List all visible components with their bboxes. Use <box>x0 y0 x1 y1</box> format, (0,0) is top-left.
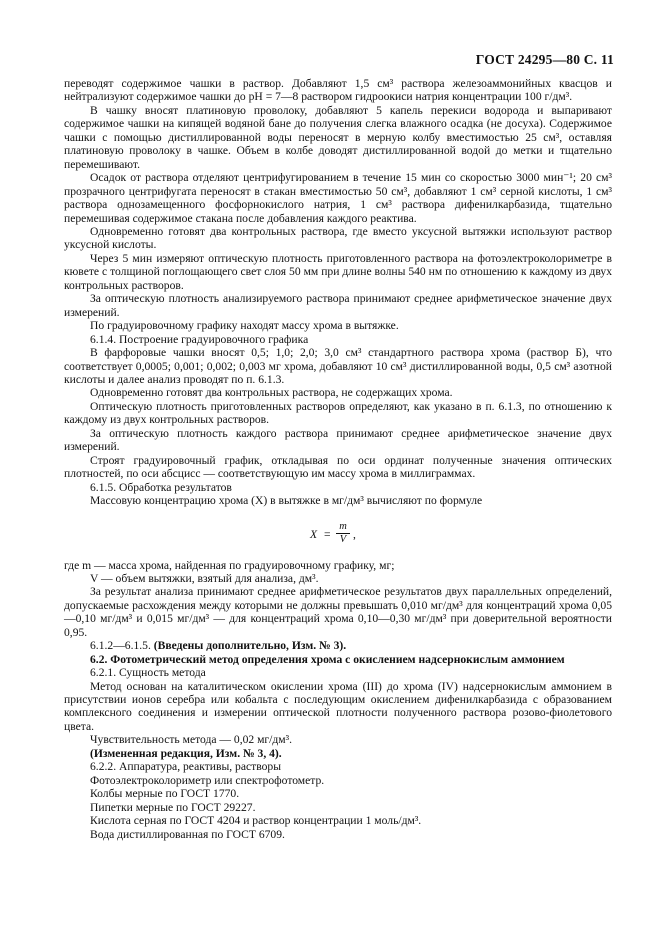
paragraph: В чашку вносят платиновую проволоку, добавляют 5 капель перекиси водорода и выпаривают содержимое чашки на кипящей водяной бане до получения слегка влажного осадка (не досуха). Содержимое чашки с помощью дистиллированной воды переносят в мерную колбу вместимостью 25 см³, оставляя платиновую проволоку в чашке. Объем в колбе доводят дистиллированной водой до метки и тщательно перемешивают. <box>64 103 612 171</box>
paragraph: Оптическую плотность приготовленных растворов определяют, как указано в п. 6.1.3, по отношению к каждому из двух контрольных растворов. <box>64 399 612 427</box>
paragraph: Осадок от раствора отделяют центрифугированием в течение 15 мин со скоростью 3000 мин⁻¹; 20 см³ прозрачного центрифугата переносят в стакан вместимостью 50 см³, добавляют 1 см³ серной кислоты, 1 см³ раствора однозамещенного фосфорнокислого натрия, 1 см³ раствора дифенилкарбазида, тщательно перемешивая содержимое стакана после добавления каждого реактива. <box>64 171 612 225</box>
section-heading: 6.1.5. Обработка результатов <box>90 480 232 494</box>
paragraph: За оптическую плотность каждого раствора принимают среднее арифметическое значение двух измерений. <box>64 426 612 454</box>
amendment-note: (Измененная редакция, Изм. № 3, 4). <box>90 746 282 760</box>
paragraph: Одновременно готовят два контрольных раствора, где вместо уксусной вытяжки используют раствор уксусной кислоты. <box>64 224 612 252</box>
paragraph: За оптическую плотность анализируемого раствора принимают среднее арифметическое значение двух измерений. <box>64 292 612 319</box>
list-item: Вода дистиллированная по ГОСТ 6709. <box>90 827 285 841</box>
amendment-ref: 6.1.2—6.1.5. <box>90 639 154 653</box>
paragraph: Чувствительность метода — 0,02 мг/дм³. <box>90 733 293 747</box>
formula-legend: V — объем вытяжки, взятый для анализа, дм³. <box>90 571 319 585</box>
list-item: Фотоэлектроколориметр или спектрофотометр. <box>90 773 325 787</box>
paragraph: По градуировочному графику находят массу хрома в вытяжке. <box>90 319 399 333</box>
section-heading: 6.1.4. Построение градуировочного графика <box>90 332 309 346</box>
formula-comma: , <box>353 527 356 541</box>
document-body <box>64 77 612 841</box>
section-heading: 6.2.2. Аппаратура, реактивы, растворы <box>90 760 281 774</box>
formula-lhs: X <box>310 527 318 541</box>
paragraph: Одновременно готовят два контрольных раствора, не содержащих хрома. <box>90 386 453 400</box>
paragraph: За результат анализа принимают среднее арифметическое результатов двух параллельных определений, допускаемые расхождения между которыми не должны превышать 0,010 мг/дм³ для концентраций хрома 0,05—0,10 мг/дм³ и 0,015 мг/дм³ — для концентраций хрома 0,10—0,30 мг/дм³ при доверительной вероятности 0,95. <box>64 585 612 639</box>
formula-fraction <box>336 521 350 546</box>
page-header: ГОСТ 24295—80 С. 11 <box>475 52 614 67</box>
amendment-text: (Введены дополнительно, Изм. № 3). <box>153 639 347 653</box>
amendment-note <box>64 639 612 652</box>
paragraph: Метод основан на каталитическом окислении хрома (III) до хрома (IV) надсернокислым аммонием в присутствии ионов серебра или кобальта с последующим окислением дифенилкарбазида с образованием комплексного соединения и измерении оптической плотности полученного раствора розово-фиолетового цвета. <box>64 679 612 733</box>
section-heading: 6.2.1. Сущность метода <box>90 666 206 680</box>
formula-numerator: m <box>336 521 350 534</box>
paragraph: Строят градуировочный график, откладывая по оси ординат полученные значения оптических плотностей, по оси абсцисс — соответствующую им массу хрома в миллиграммах. <box>64 453 612 481</box>
paragraph: переводят содержимое чашки в раствор. Добавляют 1,5 см³ раствора железоаммонийных квасцов и нейтрализуют содержимое чашки до pH = 7—8 раствором гидроокиси натрия концентрации 100 г/дм³. <box>64 77 612 104</box>
formula-legend: где m — масса хрома, найденная по градуировочному графику, мг; <box>64 558 395 572</box>
formula-denominator: V <box>339 533 347 545</box>
paragraph: Через 5 мин измеряют оптическую плотность приготовленного раствора на фотоэлектроколориметре в кювете с толщиной поглощающего свет слоя 50 мм при длине волны 540 нм по отношению к каждому из двух контрольных растворов. <box>64 251 612 292</box>
formula-equals: = <box>324 527 331 541</box>
list-item: Колбы мерные по ГОСТ 1770. <box>90 787 240 801</box>
paragraph: В фарфоровые чашки вносят 0,5; 1,0; 2,0; 3,0 см³ стандартного раствора хрома (раствор Б), что соответствует 0,0005; 0,001; 0,002; 0,003 мг хрома, добавляют 10 см³ дистиллированной воды, 0,5 см³ азотной кислоты и далее анализ проводят по п. 6.1.3. <box>64 346 612 386</box>
formula <box>64 521 612 547</box>
paragraph: Массовую концентрацию хрома (X) в вытяжке в мг/дм³ вычисляют по формуле <box>90 494 483 508</box>
list-item: Кислота серная по ГОСТ 4204 и раствор концентрации 1 моль/дм³. <box>90 814 422 828</box>
section-title: 6.2. Фотометрический метод определения хрома с окислением надсернокислым аммонием <box>90 652 565 666</box>
list-item: Пипетки мерные по ГОСТ 29227. <box>90 800 256 814</box>
